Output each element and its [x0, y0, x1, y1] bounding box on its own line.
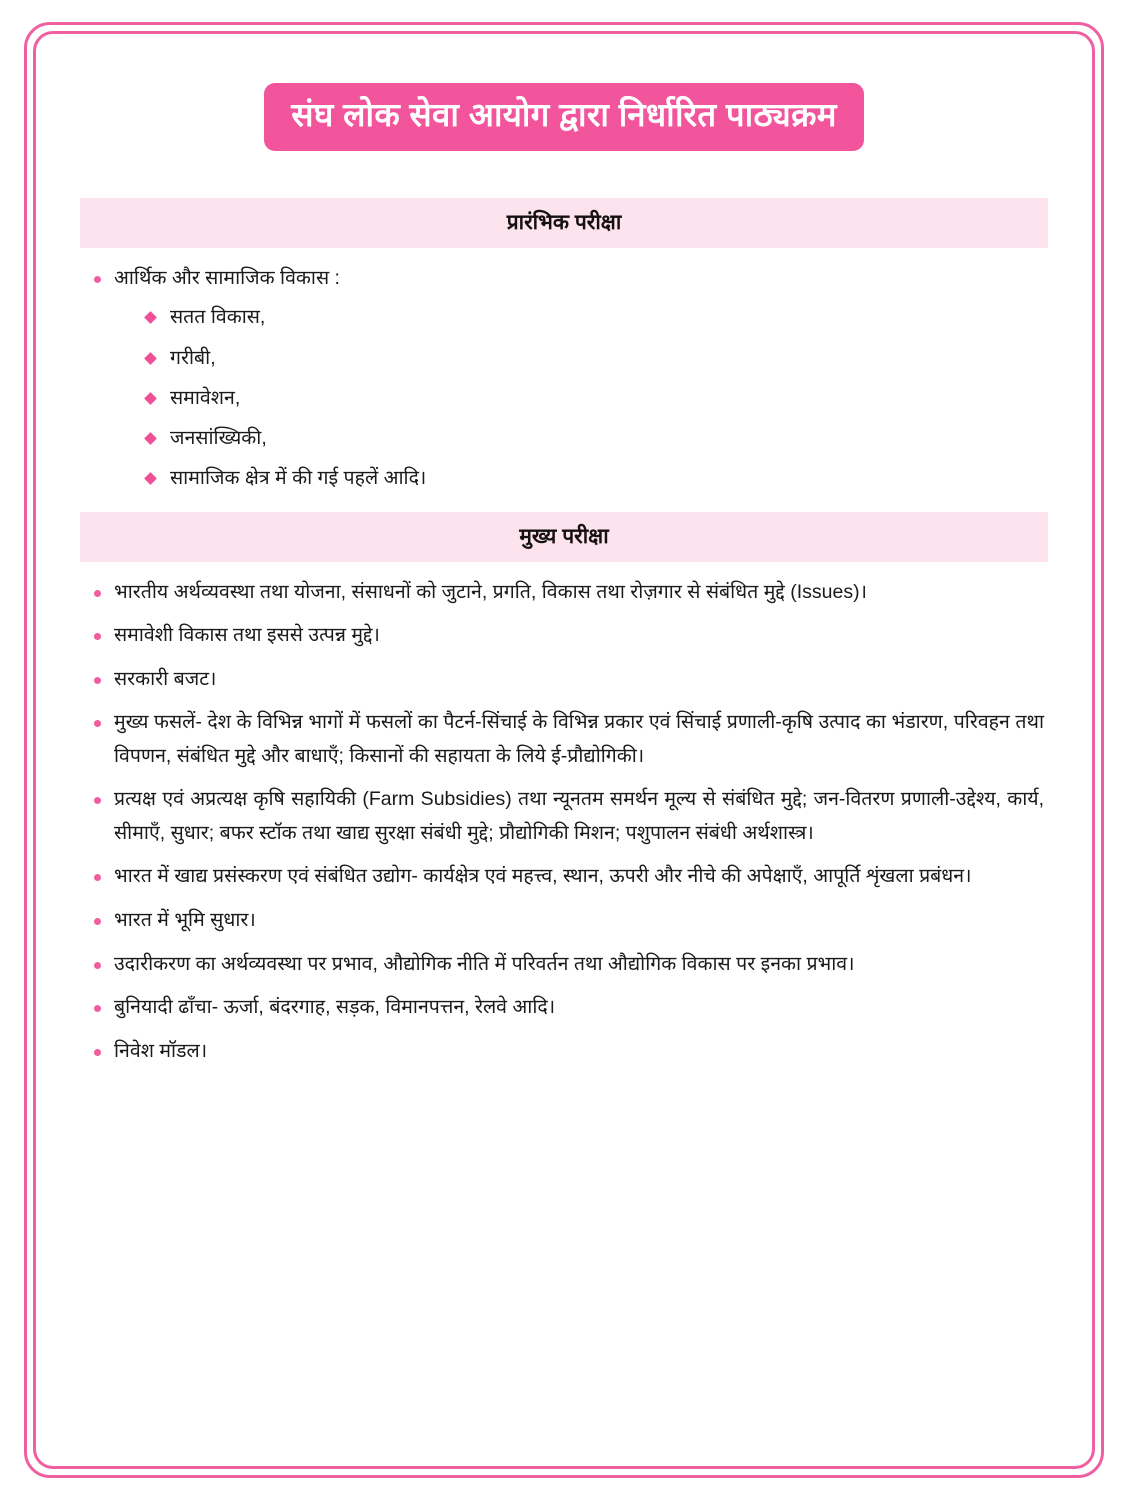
list-item-text: सरकारी बजट। [114, 667, 217, 690]
prelims-sublist [114, 303, 1044, 493]
page-title: संघ लोक सेवा आयोग द्वारा निर्धारित पाठ्यक्रम [265, 84, 863, 150]
list-item-text: प्रत्यक्ष एवं अप्रत्यक्ष कृषि सहायिकी (Farm Subsidies) तथा न्यूनतम समर्थन मूल्य से संबंधित मुद्दे; जन-वितरण प्रणाली-उद्देश्य, कार्य, सीमाएँ, सुधार; बफर स्टॉक तथा खाद्य सुरक्षा संबंधी मुद्दे; प्रौद्योगिकी मिशन; पशुपालन संबंधी अर्थशास्त्र। [114, 788, 1044, 844]
list-item [90, 663, 1044, 697]
list-item-text: भारत में खाद्य प्रसंस्करण एवं संबंधित उद्योग- कार्यक्षेत्र एवं महत्त्व, स्थान, ऊपरी और नीचे की अपेक्षाएँ, आपूर्ति शृंखला प्रबंधन। [114, 865, 972, 888]
section-heading-mains: मुख्य परीक्षा [80, 512, 1048, 562]
list-item [90, 948, 1044, 982]
list-item-text: समावेशी विकास तथा इससे उत्पन्न मुद्दे। [114, 624, 380, 647]
list-item [144, 384, 1044, 413]
list-item [90, 783, 1044, 850]
list-item-text: भारतीय अर्थव्यवस्था तथा योजना, संसाधनों को जुटाने, प्रगति, विकास तथा रोज़गार से संबंधित मुद्दे (Issues)। [114, 580, 867, 603]
list-item [90, 904, 1044, 938]
page-border-outer [24, 22, 1104, 1478]
page-border-inner [33, 31, 1095, 1469]
list-item-text: सतत विकास, [170, 306, 266, 329]
list-item [90, 991, 1044, 1025]
list-item-text: मुख्य फसलें- देश के विभिन्न भागों में फसलों का पैटर्न-सिंचाई के विभिन्न प्रकार एवं सिंचाई प्रणाली-कृषि उत्पाद का भंडारण, परिवहन तथा विपणन, संबंधित मुद्दे और बाधाएँ; किसानों की सहायता के लिये ई-प्रौद्योगिकी। [114, 711, 1044, 767]
list-item-text: उदारीकरण का अर्थव्यवस्था पर प्रभाव, औद्योगिक नीति में परिवर्तन तथा औद्योगिक विकास पर इनका प्रभाव। [114, 952, 855, 975]
list-item [90, 262, 1044, 494]
list-item-text: समावेशन, [170, 386, 241, 409]
list-item [90, 706, 1044, 773]
list-item-text: गरीबी, [170, 346, 216, 369]
section-heading-prelims: प्रारंभिक परीक्षा [80, 198, 1048, 248]
list-item [144, 424, 1044, 453]
list-item-text: आर्थिक और सामाजिक विकास : [114, 266, 340, 289]
list-item-text: निवेश मॉडल। [114, 1039, 208, 1062]
list-item [144, 344, 1044, 373]
list-item [144, 464, 1044, 493]
list-item-text: जनसांख्यिकी, [170, 427, 267, 450]
prelims-list [80, 262, 1048, 494]
list-item-text: बुनियादी ढाँचा- ऊर्जा, बंदरगाह, सड़क, विमानपत्तन, रेलवे आदि। [114, 996, 556, 1019]
mains-list [80, 576, 1048, 1068]
list-item [144, 303, 1044, 332]
list-item [90, 576, 1044, 610]
title-container [80, 84, 1048, 150]
list-item [90, 860, 1044, 894]
list-item [90, 1035, 1044, 1069]
list-item-text: सामाजिक क्षेत्र में की गई पहलें आदि। [170, 467, 427, 490]
list-item-text: भारत में भूमि सुधार। [114, 908, 256, 931]
list-item [90, 619, 1044, 653]
